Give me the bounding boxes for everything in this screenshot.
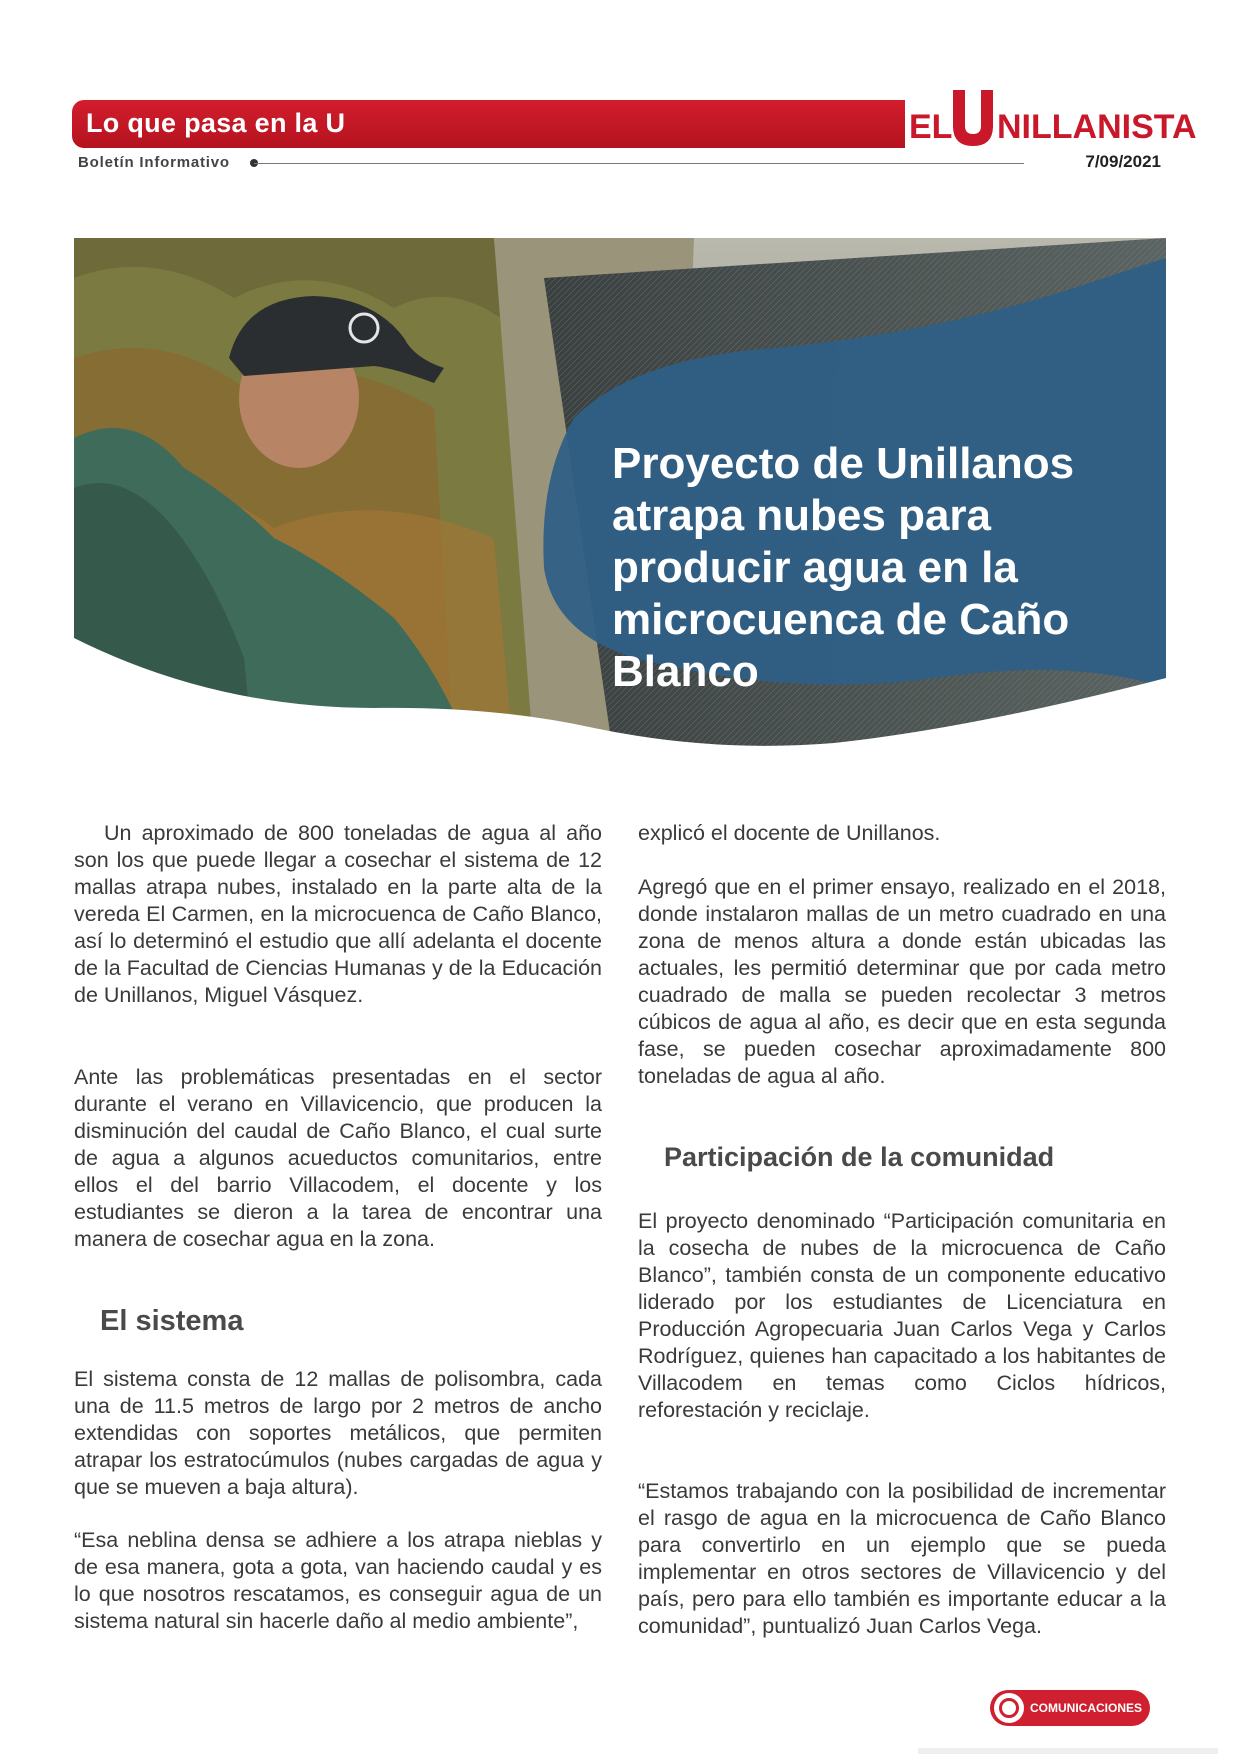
right-paragraph-2: Agregó que en el primer ensayo, realizado en el 2018, donde instalaron mallas de un metro cuadrado en una zona de menos altura a donde están ubicadas las actuales, les permitió determinar que por cada metro cuadrado de malla se pueden recolectar 3 metros cúbicos de agua al año, es decir que en esta segunda fase, se pueden cosechar aproximadamente 800 toneladas de agua al año. <box>638 875 1166 1088</box>
paragraph <box>74 1064 602 1253</box>
badge-label: COMUNICACIONES <box>1030 1701 1143 1715</box>
left-paragraph-1: Un aproximado de 800 toneladas de agua al año son los que puede llegar a cosechar el sistema de 12 mallas atrapa nubes, instalado en la parte alta de la vereda El Carmen, en la microcuenca de Caño Blanco, así lo determinó el estudio que allí adelanta el docente de la Facultad de Ciencias Humanas y de la Educación de Unillanos, Miguel Vásquez. <box>74 821 602 1007</box>
subtitle: Boletín Informativo <box>78 154 230 171</box>
el-unillanista-logo <box>905 88 1197 148</box>
footer-strip <box>918 1748 1218 1754</box>
paragraph <box>638 1478 1166 1640</box>
heading-participacion: Participación de la comunidad <box>664 1142 1055 1172</box>
section-title: Lo que pasa en la U <box>86 108 346 138</box>
logo-text-nillanista: NILLANISTA <box>997 108 1197 146</box>
paragraph <box>638 874 1166 1090</box>
comunicaciones-badge <box>990 1690 1150 1726</box>
logo-text-el: EL <box>909 108 953 146</box>
right-paragraph-1: explicó el docente de Unillanos. <box>638 821 941 845</box>
issue-date: 7/09/2021 <box>1085 152 1161 171</box>
paragraph <box>638 1208 1166 1424</box>
left-paragraph-3: El sistema consta de 12 mallas de polisombra, cada una de 11.5 metros de largo por 2 metros de ancho extendidas con soportes metálicos, que permiten atrapar los estratocúmulos (nubes cargadas de agua y que se mueven a baja altura). <box>74 1367 602 1499</box>
right-paragraph-3: El proyecto denominado “Participación comunitaria en la cosecha de nubes de la microcuenca de Caño Blanco”, también consta de un componente educativo liderado por los estudiantes de Licenciatura en Producción Agropecuaria Juan Carlos Vega y Carlos Rodríguez, quienes han capacitado a los habitantes de Villacodem en temas como Ciclos hídricos, reforestación y reciclaje. <box>638 1209 1166 1422</box>
paragraph <box>74 1366 602 1501</box>
comunicaciones-logo-icon <box>994 1693 1024 1723</box>
heading-el-sistema: El sistema <box>100 1305 244 1337</box>
right-paragraph-4: “Estamos trabajando con la posibilidad de incrementar el rasgo de agua en la microcuenca de Caño Blanco para convertirlo en un ejemplo que se pueda implementar en otros sectores de Villavicencio y del país, pero para ello también es importante educar a la comunidad”, puntualizó Juan Carlos Vega. <box>638 1479 1166 1638</box>
paragraph <box>638 820 1166 847</box>
left-paragraph-2: Ante las problemáticas presentadas en el sector durante el verano en Villavicencio, que producen la disminución del caudal de Caño Blanco, el cual surte de agua a algunos acueductos comunitarios, entre ellos el del barrio Villacodem, el docente y los estudiantes se dieron a la tarea de encontrar una manera de cosechar agua en la zona. <box>74 1065 602 1251</box>
subtitle-rule <box>254 163 1024 164</box>
left-paragraph-4: “Esa neblina densa se adhiere a los atrapa nieblas y de esa manera, gota a gota, van haciendo caudal y es lo que nosotros rescatamos, es conseguir agua de un sistema natural sin hacerle daño al medio ambiente”, <box>74 1528 602 1633</box>
hero-title: Proyecto de Unillanos atrapa nubes para producir agua en la microcuenca de Caño Blanco <box>612 439 1075 696</box>
paragraph <box>74 820 602 1009</box>
paragraph <box>74 1527 602 1635</box>
